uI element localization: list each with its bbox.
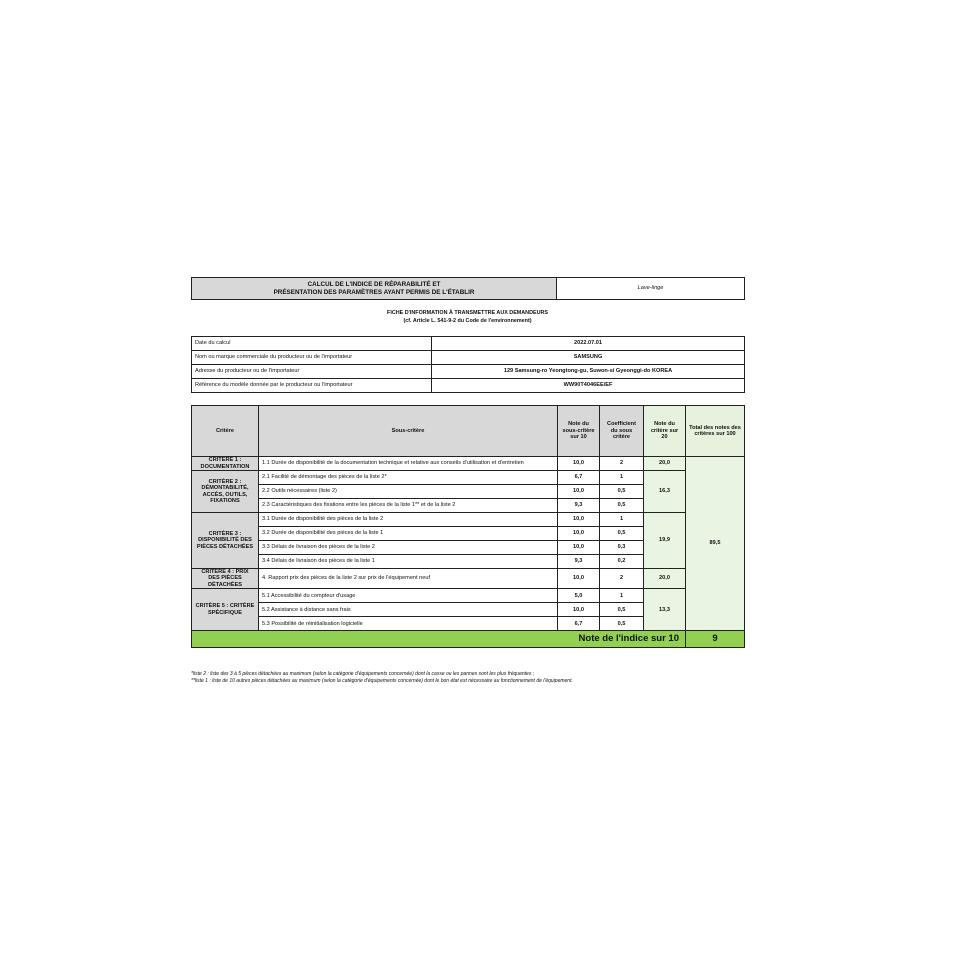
subcriterion-row [192,457,745,471]
subcriterion-label: 5.2 Assistance à distance sans frais [259,603,558,617]
subcriterion-note: 10,0 [558,541,600,555]
subcriterion-label: 3.2 Durée de disponibilité des pièces de la liste 1 [259,527,558,541]
subcriterion-note: 5,0 [558,589,600,603]
info-value: SAMSUNG [432,351,745,365]
subcriterion-coef: 0,5 [600,499,644,513]
fiche-line1: FICHE D'INFORMATION À TRANSMETTRE AUX DEMANDEURS [387,310,548,316]
sheet-title [192,278,557,300]
col-total: Total des notes des critères sur 100 [686,406,745,457]
criterion-name: CRITÈRE 3 : DISPONIBILITÉ DES PIÈCES DÉTACHÉES [192,513,259,569]
subcriterion-row [192,589,745,603]
product-category: Lave-linge [557,278,745,300]
subcriterion-note: 10,0 [558,485,600,499]
fiche-line2: (cf. Article L. 541-9-2 du Code de l'environnement) [403,318,532,325]
subcriterion-label: 4. Rapport prix des pièces de la liste 2 sur prix de l'équipement neuf [259,569,558,589]
subcriterion-row [192,471,745,485]
criterion-note: 20,0 [644,569,686,589]
subcriterion-coef: 2 [600,569,644,589]
subcriterion-coef: 0,5 [600,485,644,499]
subcriterion-label: 5.1 Accessibilité du compteur d'usage [259,589,558,603]
criterion-name: CRITÈRE 2 : DÉMONTABILITÉ, ACCÈS, OUTILS, FIXATIONS [192,471,259,513]
final-score-value: 9 [686,631,745,648]
subcriterion-coef: 0,3 [600,541,644,555]
subcriterion-label: 3.4 Délais de livraison des pièces de la liste 1 [259,555,558,569]
footnotes [191,671,744,686]
info-row [192,379,745,393]
subcriterion-coef: 1 [600,513,644,527]
subcriterion-label: 3.1 Durée de disponibilité des pièces de la liste 2 [259,513,558,527]
final-score-row [192,631,745,648]
criterion-note: 19,9 [644,513,686,569]
subcriterion-note: 10,0 [558,527,600,541]
fiche-subtitle [191,309,744,325]
subcriterion-note: 6,7 [558,617,600,631]
col-note-critere: Note du critère sur 20 [644,406,686,457]
subcriterion-label: 2.3 Caractéristiques des fixations entre les pièces de la liste 1** et de la liste 2 [259,499,558,513]
info-row [192,351,745,365]
subcriterion-label: 2.2 Outils nécessaires (liste 2) [259,485,558,499]
subcriterion-coef: 0,2 [600,555,644,569]
subcriterion-row [192,513,745,527]
criteria-table [191,405,745,648]
footnote-liste-1: **liste 1 : liste de 10 autres pièces détachées au maximum (selon la catégorie d'équipements concernée) dont le bon état est nécessaire au fonctionnement de l'équipement. [191,678,573,685]
header-table [191,277,745,300]
sheet-title-line1: CALCUL DE L'INDICE DE RÉPARABILITÉ ET [307,281,441,289]
info-label: Référence du modèle donnée par le producteur ou l'importateur [192,379,432,393]
subcriterion-row [192,569,745,589]
info-value: WW90T4046EE/EF [432,379,745,393]
info-value: 129 Samsung-ro Yeongtong-gu, Suwon-si Gyeonggi-do KOREA [432,365,745,379]
criterion-name: CRITÈRE 4 : PRIX DES PIÈCES DÉTACHÉES [192,569,259,589]
subcriterion-note: 9,3 [558,499,600,513]
info-value: 2022.07.01 [432,337,745,351]
criterion-note: 13,3 [644,589,686,631]
subcriterion-coef: 0,5 [600,603,644,617]
subcriterion-label: 2.1 Facilité de démontage des pièces de la liste 2* [259,471,558,485]
criterion-note: 16,3 [644,471,686,513]
subcriterion-coef: 2 [600,457,644,471]
col-note-sous-critere: Note du sous-critère sur 10 [558,406,600,457]
info-row [192,337,745,351]
subcriterion-label: 1.1 Durée de disponibilité de la documentation technique et relative aux conseils d'utilisation et d'entretien [259,457,558,471]
criterion-name: CRITÈRE 1 : DOCUMENTATION [192,457,259,471]
subcriterion-note: 10,0 [558,603,600,617]
repairability-sheet [191,277,744,697]
footnote-liste-2: *liste 2 : liste des 3 à 5 pièces détachées au maximum (selon la catégorie d'équipements concernée) dont la casse ou les pannes sont les plus fréquentes ; [191,671,535,677]
col-coefficient: Coefficient du sous critère [600,406,644,457]
info-table [191,336,745,393]
subcriterion-note: 9,3 [558,555,600,569]
info-label: Adresse du producteur ou de l'importateur [192,365,432,379]
subcriterion-label: 5.3 Possibilité de réinitialisation logicielle [259,617,558,631]
col-critere: Critère [192,406,259,457]
subcriterion-label: 3.3 Délais de livraison des pièces de la liste 2 [259,541,558,555]
subcriterion-note: 10,0 [558,569,600,589]
col-sous-critere: Sous-critère [259,406,558,457]
subcriterion-note: 6,7 [558,471,600,485]
subcriterion-coef: 0,5 [600,527,644,541]
sheet-title-line2: PRÉSENTATION DES PARAMÈTRES AYANT PERMIS DE L'ÉTABLIR [273,288,475,296]
subcriterion-coef: 1 [600,589,644,603]
info-row [192,365,745,379]
criterion-name: CRITÈRE 5 : CRITÈRE SPÉCIFIQUE [192,589,259,631]
criterion-note: 20,0 [644,457,686,471]
info-label: Nom ou marque commerciale du producteur ou de l'importateur [192,351,432,365]
subcriterion-note: 10,0 [558,513,600,527]
final-score-label: Note de l'indice sur 10 [192,631,686,648]
subcriterion-coef: 0,5 [600,617,644,631]
info-label: Date du calcul [192,337,432,351]
total-100: 89,5 [686,457,745,631]
subcriterion-note: 10,0 [558,457,600,471]
subcriterion-coef: 1 [600,471,644,485]
